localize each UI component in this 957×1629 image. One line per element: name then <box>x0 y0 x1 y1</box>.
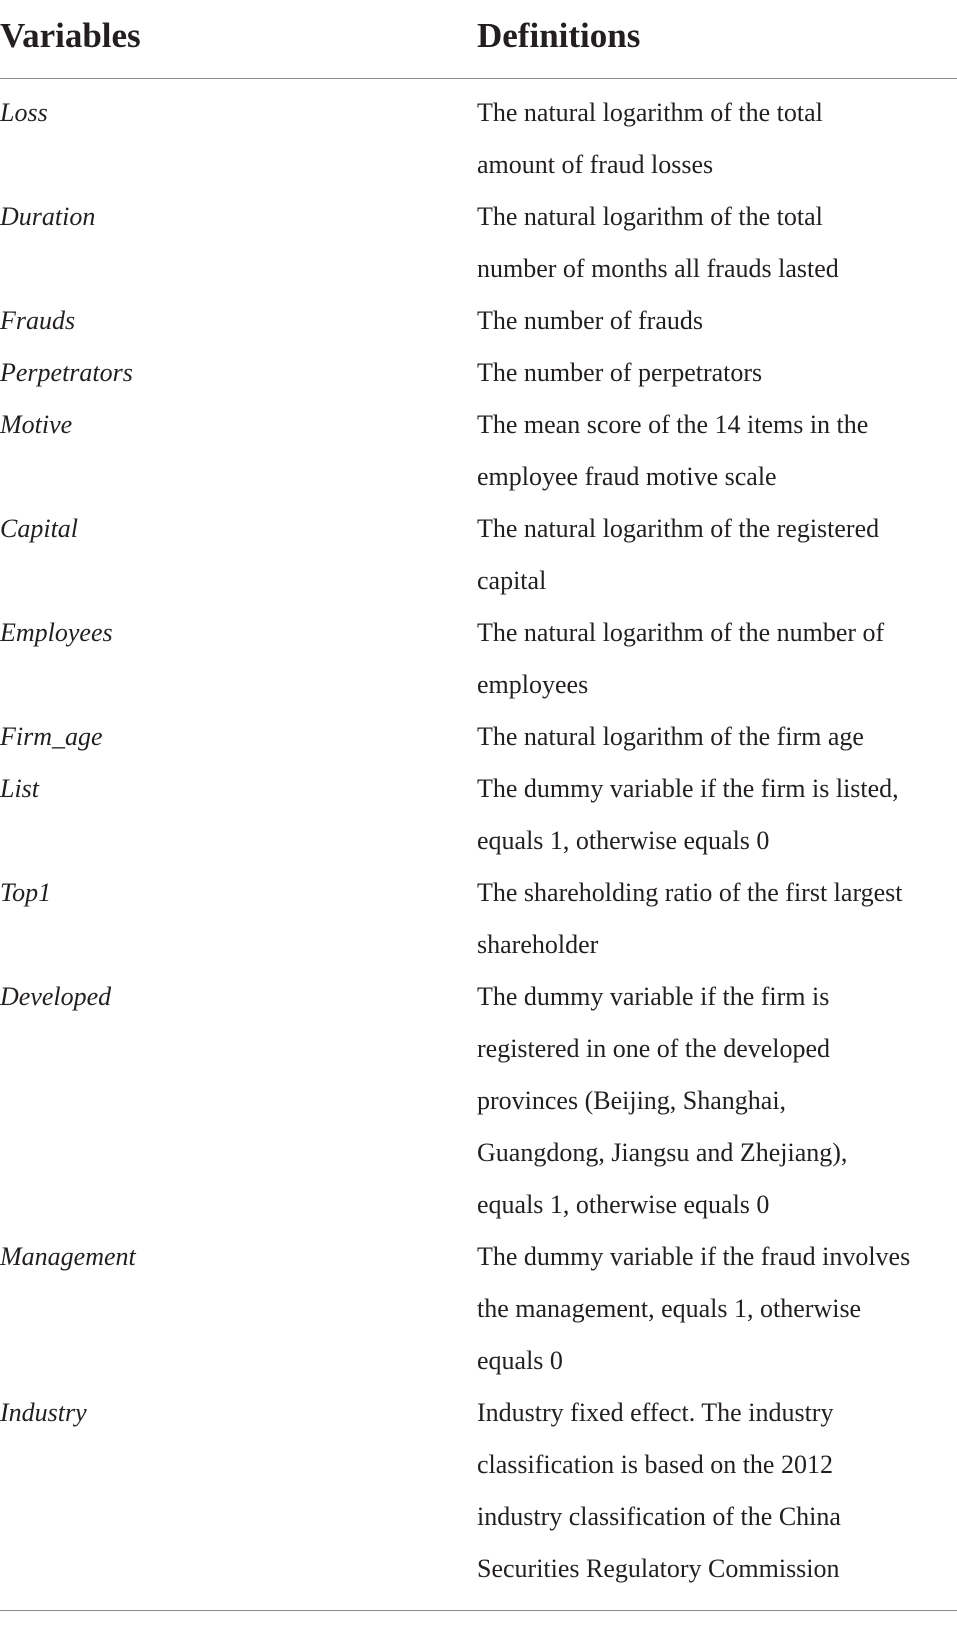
variable-definition: The natural logarithm of the registered capital <box>477 514 880 595</box>
variable-definition: The dummy variable if the fraud involves the management, equals 1, otherwise equals 0 <box>477 1242 911 1375</box>
table-row <box>0 867 957 971</box>
table-row <box>0 295 957 347</box>
variable-definition: The dummy variable if the firm is registered in one of the developed provinces (Beijing, Shanghai, Guangdong, Jiangsu and Zhejiang), equals 1, otherwise equals 0 <box>477 982 848 1219</box>
table-row <box>0 347 957 399</box>
variable-definition: The mean score of the 14 items in the employee fraud motive scale <box>477 410 869 491</box>
variable-definition: The number of frauds <box>477 306 703 335</box>
variable-name: Motive <box>0 410 73 439</box>
table-row <box>0 607 957 711</box>
variable-name: Employees <box>0 618 113 647</box>
table-row <box>0 1387 957 1595</box>
table-body <box>0 79 957 1595</box>
variable-definition: The natural logarithm of the number of employees <box>477 618 885 699</box>
variable-definition: The shareholding ratio of the first largest shareholder <box>477 878 903 959</box>
table-bottom-rule <box>0 1610 957 1611</box>
variable-definition: The natural logarithm of the total amount of fraud losses <box>477 98 823 179</box>
variable-name: Duration <box>0 202 96 231</box>
table-row <box>0 1231 957 1387</box>
table-row <box>0 87 957 191</box>
table-header-row <box>0 0 957 79</box>
variable-name: List <box>0 774 40 803</box>
variable-definition: The number of perpetrators <box>477 358 763 387</box>
variable-name: Developed <box>0 982 112 1011</box>
table-row <box>0 399 957 503</box>
header-variables: Variables <box>0 16 141 55</box>
variable-name: Industry <box>0 1398 87 1427</box>
table-row <box>0 191 957 295</box>
variable-definition: The natural logarithm of the total number of months all frauds lasted <box>477 202 839 283</box>
variable-definition: The dummy variable if the firm is listed, equals 1, otherwise equals 0 <box>477 774 899 855</box>
variable-name: Frauds <box>0 306 76 335</box>
variable-name: Perpetrators <box>0 358 133 387</box>
variable-definition: The natural logarithm of the firm age <box>477 722 864 751</box>
variable-definition: Industry fixed effect. The industry classification is based on the 2012 industry classification of the China Securities Regulatory Commission <box>477 1398 841 1583</box>
table-row <box>0 971 957 1231</box>
table-row <box>0 711 957 763</box>
variable-name: Top1 <box>0 878 52 907</box>
header-definitions: Definitions <box>477 16 641 55</box>
table-row <box>0 503 957 607</box>
variable-name: Management <box>0 1242 136 1271</box>
variable-name: Capital <box>0 514 79 543</box>
variable-name: Loss <box>0 98 48 127</box>
table-row <box>0 763 957 867</box>
variable-name: Firm_age <box>0 722 103 751</box>
